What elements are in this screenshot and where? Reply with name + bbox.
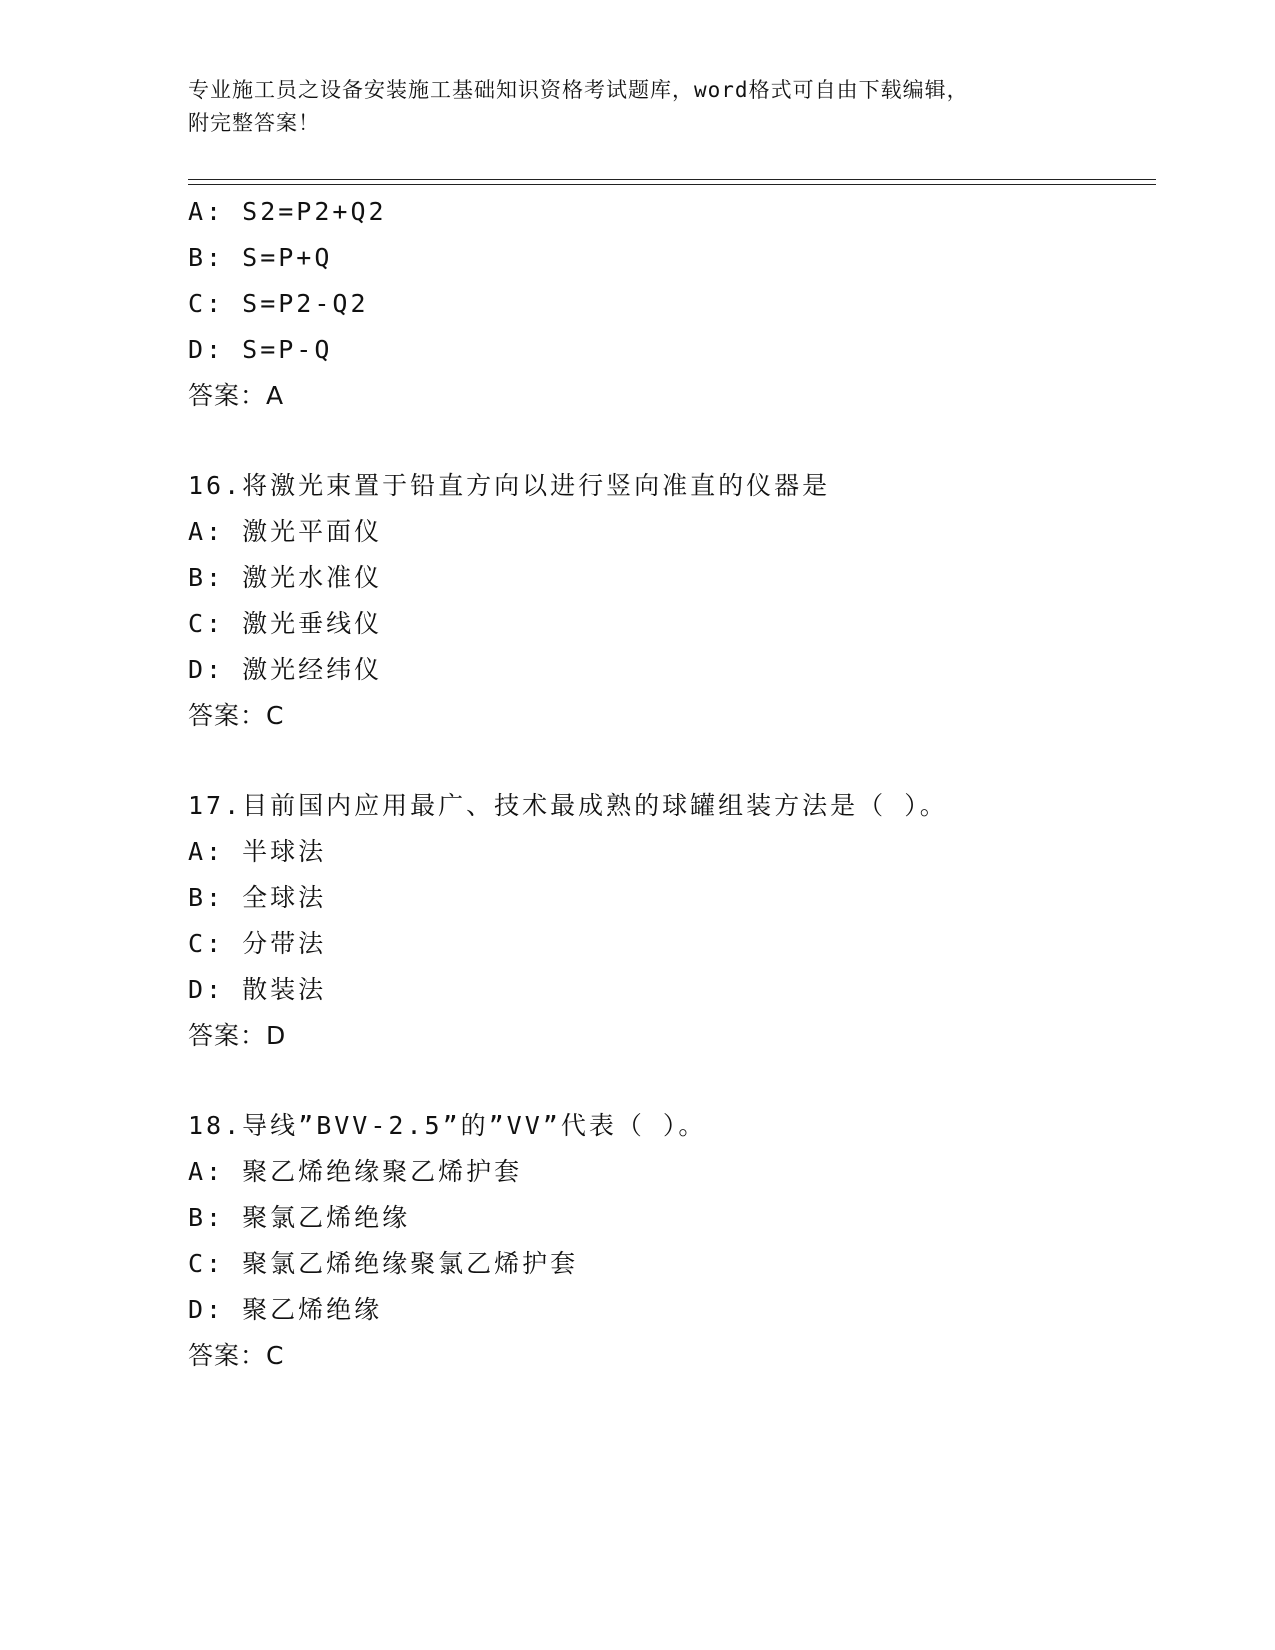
option-b: B: 聚氯乙烯绝缘 <box>188 1203 411 1232</box>
answer-line: 答案：D <box>188 1021 287 1050</box>
option-b: B: 全球法 <box>188 883 327 912</box>
question-list <box>188 189 1148 1379</box>
answer-line: 答案：C <box>188 701 285 730</box>
option-c: C: 激光垂线仪 <box>188 609 383 638</box>
question-text: 17.目前国内应用最广、技术最成熟的球罐组装方法是（ ）。 <box>188 791 948 820</box>
header-divider-top <box>188 179 1156 180</box>
header-line-2: 附完整答案！ <box>188 111 320 135</box>
option-d: D: 散装法 <box>188 975 327 1004</box>
option-b: B: 激光水准仪 <box>188 563 383 592</box>
option-c: C: 聚氯乙烯绝缘聚氯乙烯护套 <box>188 1249 579 1278</box>
answer-line: 答案：C <box>188 1341 285 1370</box>
document-header <box>188 74 1068 140</box>
question-block-16 <box>188 463 1148 739</box>
option-b: B: S=P+Q <box>188 243 333 272</box>
option-d: D: 聚乙烯绝缘 <box>188 1295 383 1324</box>
option-c: C: 分带法 <box>188 929 327 958</box>
option-a: A: 聚乙烯绝缘聚乙烯护套 <box>188 1157 523 1186</box>
header-divider-bottom <box>188 184 1156 185</box>
answer-line: 答案：A <box>188 381 285 410</box>
question-block-18 <box>188 1103 1148 1379</box>
question-text: 16.将激光束置于铅直方向以进行竖向准直的仪器是 <box>188 471 831 500</box>
option-c: C: S=P2-Q2 <box>188 289 369 318</box>
option-a: A: 激光平面仪 <box>188 517 383 546</box>
option-a: A: S2=P2+Q2 <box>188 197 387 226</box>
question-block-17 <box>188 783 1148 1059</box>
option-d: D: 激光经纬仪 <box>188 655 383 684</box>
question-block-15 <box>188 189 1148 419</box>
option-a: A: 半球法 <box>188 837 327 866</box>
header-line-1: 专业施工员之设备安装施工基础知识资格考试题库，word格式可自由下载编辑， <box>188 78 969 102</box>
question-text: 18.导线”BVV-2.5”的”VV”代表（ ）。 <box>188 1111 707 1140</box>
option-d: D: S=P-Q <box>188 335 333 364</box>
